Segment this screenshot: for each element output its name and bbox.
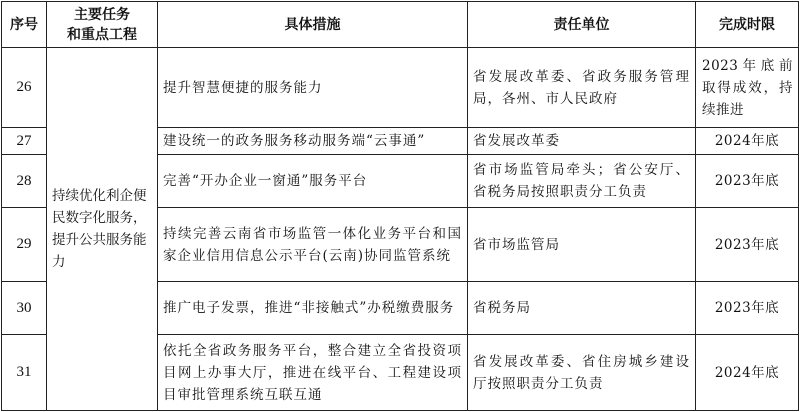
row-seq: 26 — [2, 48, 47, 128]
row-seq: 27 — [2, 128, 47, 155]
header-task-line1: 主要任务 — [74, 6, 130, 23]
row-unit: 省市场监管局 — [468, 208, 696, 282]
row-seq: 28 — [2, 155, 47, 208]
row-deadline: 2023年底 — [696, 208, 799, 282]
table-row — [2, 48, 799, 128]
row-measure: 推广电子发票，推进“非接触式”办税缴费服务 — [158, 282, 468, 335]
row-seq: 29 — [2, 208, 47, 282]
row-unit: 省发展改革委 — [468, 128, 696, 155]
header-task-line2: 和重点工程 — [67, 26, 137, 43]
header-seq: 序号 — [2, 2, 47, 48]
row-measure: 建设统一的政务服务移动服务端“云事通” — [158, 128, 468, 155]
row-deadline: 2024年底 — [696, 128, 799, 155]
header-deadline: 完成时限 — [696, 2, 799, 48]
row-deadline: 2023年底 — [696, 155, 799, 208]
row-unit: 省税务局 — [468, 282, 696, 335]
table-header — [2, 2, 799, 48]
header-measure: 具体措施 — [158, 2, 468, 48]
row-unit: 省市场监管局牵头；省公安厅、省税务局按照职责分工负责 — [468, 155, 696, 208]
header-row — [2, 2, 799, 48]
row-seq: 31 — [2, 335, 47, 411]
row-measure: 提升智慧便捷的服务能力 — [158, 48, 468, 128]
row-measure: 依托全省政务服务平台，整合建立全省投资项目网上办事大厅，推进在线平台、工程建设项目审批管理系统互联互通 — [158, 335, 468, 411]
table-body — [2, 48, 799, 411]
header-unit: 责任单位 — [468, 2, 696, 48]
row-deadline: 2024年底 — [696, 335, 799, 411]
task-group-cell: 持续优化利企便民数字化服务，提升公共服务能力 — [47, 48, 158, 411]
row-deadline: 2023年底 — [696, 282, 799, 335]
header-task — [47, 2, 158, 48]
row-measure: 持续完善云南省市场监管一体化业务平台和国家企业信用信息公示平台(云南)协同监管系统 — [158, 208, 468, 282]
row-measure: 完善“开办企业一窗通”服务平台 — [158, 155, 468, 208]
row-seq: 30 — [2, 282, 47, 335]
task-table — [1, 1, 799, 411]
row-deadline: 2023年底前取得成效，持续推进 — [696, 48, 799, 128]
row-unit: 省发展改革委、省住房城乡建设厅按照职责分工负责 — [468, 335, 696, 411]
row-unit: 省发展改革委、省政务服务管理局，各州、市人民政府 — [468, 48, 696, 128]
